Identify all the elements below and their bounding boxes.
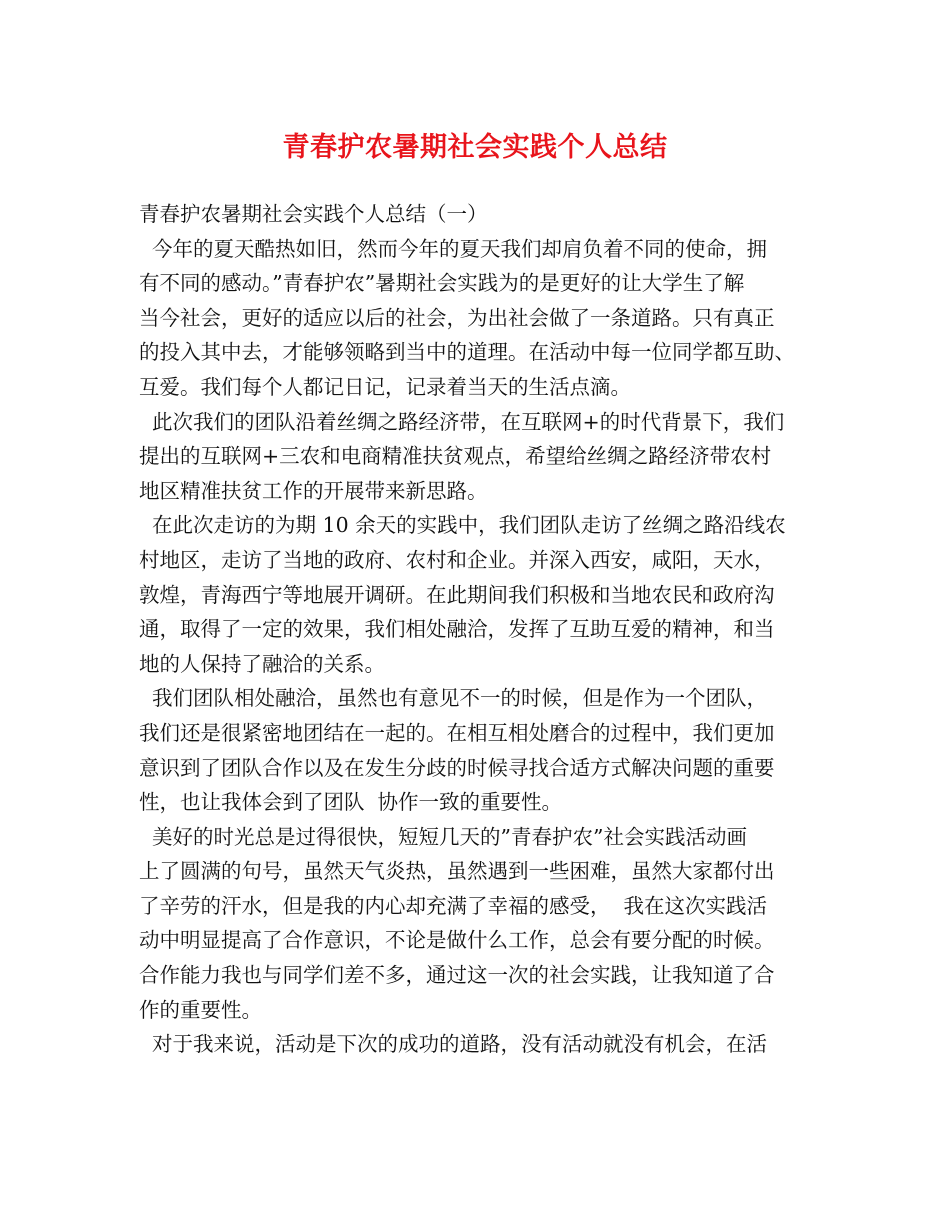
text-line: 当今社会，更好的适应以后的社会，为出社会做了一条道路。只有真正 (139, 305, 775, 330)
text-line: 意识到了团队合作以及在发生分歧的时候寻找合适方式解决问题的重要 (139, 755, 775, 780)
text-line: 合作能力我也与同学们差不多，通过这一次的社会实践，让我知道了合 (139, 963, 775, 988)
document-title: 青春护农暑期社会实践个人总结 (282, 132, 668, 163)
text-line: 我们团队相处融洽，虽然也有意见不一的时候，但是作为一个团队， (139, 686, 768, 711)
text-line: 的投入其中去，才能够领略到当中的道理。在活动中每一位同学都互助、 (139, 340, 795, 365)
text-line: 今年的夏天酷热如旧，然而今年的夏天我们却肩负着不同的使命，拥 (139, 236, 768, 261)
text-line: 互爱。我们每个人都记日记，记录着当天的生活点滴。 (139, 374, 631, 399)
text-line: 了辛劳的汗水，但是我的内心却充满了幸福的感受， 我在这次实践活 (139, 893, 768, 918)
text-line: 村地区，走访了当地的政府、农村和企业。并深入西安，咸阳，天水， (139, 547, 775, 572)
text-line: 美好的时光总是过得很快，短短几天的”青春护农”社会实践活动画 (139, 824, 747, 849)
text-line: 我们还是很紧密地团结在一起的。在相互相处磨合的过程中，我们更加 (139, 720, 775, 745)
text-line: 对于我来说，活动是下次的成功的道路，没有活动就没有机会，在活 (139, 1032, 768, 1057)
text-line: 作的重要性。 (139, 997, 262, 1022)
document-body (139, 197, 829, 1062)
text-line: 通，取得了一定的效果，我们相处融洽，发挥了互助互爱的精神，和当 (139, 617, 775, 642)
text-line: 有不同的感动。”青春护农”暑期社会实践为的是更好的让大学生了解 (139, 271, 745, 296)
text-line: 在此次走访的为期 10 余天的实践中，我们团队走访了丝绸之路沿线农 (139, 513, 786, 538)
text-line: 敦煌，青海西宁等地展开调研。在此期间我们积极和当地农民和政府沟 (139, 582, 775, 607)
text-line: 地区精准扶贫工作的开展带来新思路。 (139, 478, 488, 503)
text-line: 提出的互联网+三农和电商精准扶贫观点，希望给丝绸之路经济带农村 (139, 444, 772, 469)
text-line: 上了圆满的句号，虽然天气炎热，虽然遇到一些困难，虽然大家都付出 (139, 859, 775, 884)
text-line: 青春护农暑期社会实践个人总结（一） (139, 202, 488, 226)
text-line: 此次我们的团队沿着丝绸之路经济带，在互联网+的时代背景下，我们 (139, 409, 785, 434)
text-line: 地的人保持了融洽的关系。 (139, 651, 385, 676)
text-line: 动中明显提高了合作意识，不论是做什么工作，总会有要分配的时候。 (139, 928, 775, 953)
text-line: 性，也让我体会到了团队 协作一致的重要性。 (139, 790, 563, 815)
